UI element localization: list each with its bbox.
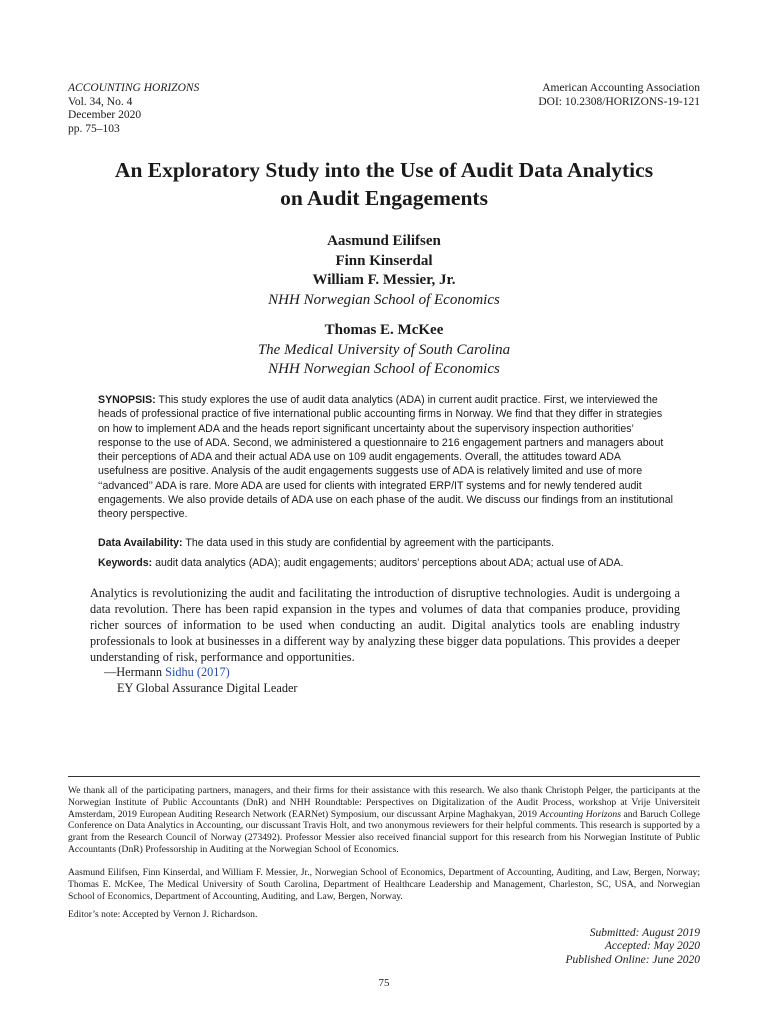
publisher-name: American Accounting Association (542, 82, 700, 94)
keywords (98, 556, 688, 570)
submitted-date: Submitted: August 2019 (589, 927, 700, 939)
journal-date: December 2020 (68, 109, 142, 122)
editor-note: Editor’s note: Accepted by Vernon J. Richardson. (68, 909, 258, 920)
acknowledgments-footnote (68, 785, 700, 856)
citation-link[interactable]: Sidhu (2017) (165, 665, 230, 679)
epigraph-attribution (104, 665, 230, 681)
article-title (40, 156, 728, 212)
title-line-2: on Audit Engagements (280, 186, 488, 210)
data-availability-label: Data Availability: (98, 537, 183, 549)
acknowledgments-text-1: We thank all of the participating partners, managers, and their firms for their assistance with this research. We also thank Christoph Pelger, the participants at the Norwegian Institute of Public Accountants (DnR) and NHH Roundtable: Perspectives on Digitalization of the Audit Process, workshop at Vrije Universiteit Amsterdam, 2019 European Auditing Research Network (EARNet) Symposium, our discussant Arpine Maghakyan, 2019 (68, 785, 700, 820)
acknowledgments-journal: Accounting Horizons (539, 808, 621, 820)
attribution-title: EY Global Assurance Digital Leader (117, 681, 298, 695)
journal-name: ACCOUNTING HORIZONS (68, 82, 200, 94)
publication-dates (566, 927, 700, 967)
author-name: Finn Kinserdal (335, 252, 433, 269)
journal-header (68, 82, 199, 136)
acknowledgments-text-2: and Baruch College Conference on Data Analytics in Accounting, our discussant Travis Holt, and two anonymous reviewers for their helpful comments. This research is supported by a grant from the Research Council of Norway (273492). Professor Messier also received financial support for this research from his Norwegian Institute of Public Accountants (DnR) Professorship in Auditing at the Norwegian School of Economics. (68, 808, 700, 855)
attribution-prefix: —Hermann (104, 665, 166, 679)
keywords-label: Keywords: (98, 557, 153, 569)
data-availability (98, 536, 688, 550)
journal-volume: Vol. 34, No. 4 (68, 95, 133, 108)
epigraph-quote: Analytics is revolutionizing the audit and facilitating the introduction of disruptive technologies. Audit is undergoing a data revolution. There has been rapid expansion in the types and volumes of data that companies produce, providing richer sources of information to be used when conducting an audit. Digital analytics tools are enabling industry professionals to look at businesses in a different way by analyzing these bigger data populations. This provides a deeper understanding of risk, performance and opportunities. (90, 586, 680, 664)
journal-pages: pp. 75–103 (68, 122, 120, 135)
author-group-1 (40, 232, 728, 310)
author-affiliation: NHH Norwegian School of Economics (268, 291, 500, 308)
author-name: Aasmund Eilifsen (327, 233, 441, 249)
author-affiliation: The Medical University of South Carolina (257, 341, 511, 358)
publisher-header (538, 82, 700, 109)
keywords-text: audit data analytics (ADA); audit engagements; auditors’ perceptions about ADA; actual use of ADA. (155, 557, 624, 569)
author-name: William F. Messier, Jr. (312, 272, 456, 288)
author-name: Thomas E. McKee (324, 322, 444, 338)
page-number: 75 (378, 977, 390, 989)
published-date: Published Online: June 2020 (565, 953, 700, 966)
article-doi[interactable]: DOI: 10.2308/HORIZONS-19-121 (538, 95, 700, 108)
data-availability-text: The data used in this study are confidential by agreement with the participants. (185, 537, 554, 549)
synopsis-label: SYNOPSIS: (98, 394, 156, 406)
accepted-date: Accepted: May 2020 (604, 940, 700, 953)
affiliations-footnote: Aasmund Eilifsen, Finn Kinserdal, and William F. Messier, Jr., Norwegian School of Economics, Department of Accounting, Auditing, and Law, Bergen, Norway; Thomas E. McKee, The Medical University of South Carolina, Department of Healthcare Leadership and Management, Charleston, SC, USA, and Norwegian School of Economics, Department of Accounting, Auditing, and Law, Bergen, Norway. (68, 867, 700, 902)
title-line-1: An Exploratory Study into the Use of Audit Data Analytics (114, 158, 654, 182)
synopsis (98, 393, 673, 521)
synopsis-text: This study explores the use of audit data analytics (ADA) in current audit practice. First, we interviewed the heads of professional practice of five international public accounting firms in Norway. We find that they differ in strategies on how to implement ADA and the heads report significant uncertainty about the supervisory inspection authorities’ response to the use of ADA. Second, we administered a questionnaire to 216 engagement partners and managers about their perceptions of ADA and their actual ADA use on 109 audit engagements. Overall, the attitudes toward ADA usefulness are positive. Analysis of the audit engagements suggests use of ADA is relatively limited and use of more ‘‘advanced’’ ADA is rare. More ADA are used for clients with integrated ERP/IT systems and for newly tendered audit engagements. We also provide details of ADA use on each phase of the audit. We discuss our findings from an institutional theory perspective. (98, 394, 673, 520)
author-group-2 (40, 321, 728, 380)
author-affiliation: NHH Norwegian School of Economics (268, 361, 500, 377)
footnote-divider (68, 776, 700, 777)
